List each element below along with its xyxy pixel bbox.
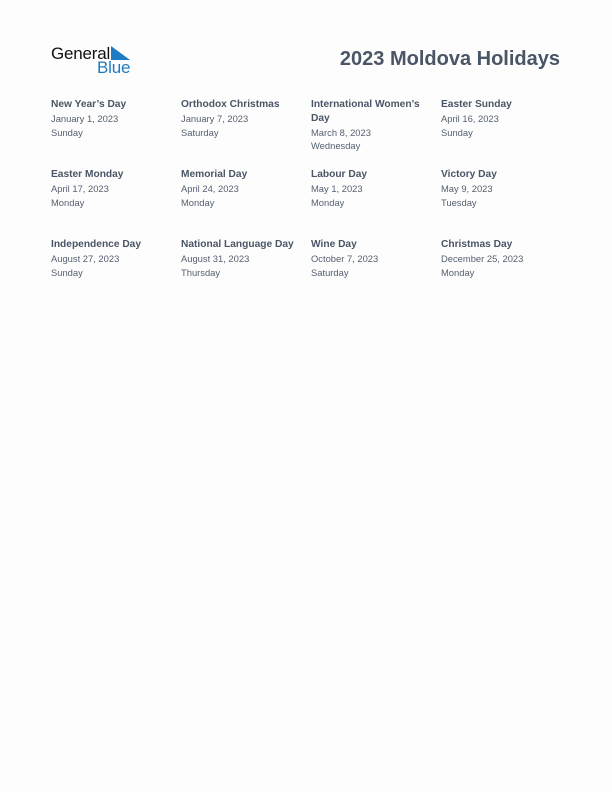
- holiday-entry: [441, 98, 563, 139]
- holiday-entry: [441, 168, 563, 209]
- holiday-name: Easter Monday: [51, 169, 124, 180]
- holiday-date: August 27, 2023: [51, 252, 120, 264]
- holiday-weekday: Sunday: [51, 266, 83, 278]
- holiday-date: December 25, 2023: [441, 252, 524, 264]
- holiday-weekday: Monday: [181, 196, 215, 208]
- holiday-date: October 7, 2023: [311, 252, 379, 264]
- logo-word-blue: Blue: [97, 58, 131, 77]
- page-title: 2023 Moldova Holidays: [339, 48, 560, 70]
- holiday-weekday: Thursday: [181, 266, 221, 278]
- holiday-date: January 1, 2023: [51, 112, 119, 124]
- holiday-weekday: Monday: [311, 196, 345, 208]
- holiday-name: Wine Day: [311, 239, 357, 250]
- holiday-entry: [441, 238, 563, 279]
- holiday-weekday: Tuesday: [441, 196, 477, 208]
- holiday-entry: [181, 168, 303, 209]
- holiday-entry: [181, 238, 303, 279]
- holiday-entry: [51, 238, 173, 279]
- holiday-name: National Language Day: [181, 239, 294, 250]
- holiday-date: May 1, 2023: [311, 182, 363, 194]
- holiday-name: New Year’s Day: [51, 99, 127, 110]
- holiday-entry: [311, 238, 433, 279]
- holiday-weekday: Sunday: [441, 126, 473, 138]
- holiday-name: International Women’s Day: [311, 99, 420, 124]
- holiday-name: Independence Day: [51, 239, 142, 250]
- holiday-name: Orthodox Christmas: [181, 99, 280, 110]
- holiday-date: April 16, 2023: [441, 112, 499, 124]
- holiday-weekday: Monday: [51, 196, 85, 208]
- holiday-name: Easter Sunday: [441, 99, 512, 110]
- holiday-date: April 17, 2023: [51, 182, 109, 194]
- holiday-name: Labour Day: [311, 169, 368, 180]
- holiday-weekday: Saturday: [311, 266, 349, 278]
- logo-word-general: General: [51, 44, 111, 63]
- holiday-date: August 31, 2023: [181, 252, 250, 264]
- generalblue-logo: [51, 42, 141, 78]
- holiday-name: Memorial Day: [181, 169, 248, 180]
- holiday-date: April 24, 2023: [181, 182, 239, 194]
- holiday-entry: [51, 168, 173, 209]
- holiday-entry: [51, 98, 173, 139]
- holiday-weekday: Monday: [441, 266, 475, 278]
- holiday-name: Christmas Day: [441, 239, 513, 250]
- holiday-entry: [181, 98, 303, 139]
- holiday-weekday: Wednesday: [311, 140, 361, 152]
- holiday-date: May 9, 2023: [441, 182, 493, 194]
- holiday-entry: [311, 168, 433, 209]
- holiday-weekday: Sunday: [51, 126, 83, 138]
- holiday-date: March 8, 2023: [311, 126, 371, 138]
- holiday-weekday: Saturday: [181, 126, 219, 138]
- holiday-date: January 7, 2023: [181, 112, 249, 124]
- holiday-name: Victory Day: [441, 169, 497, 180]
- holiday-entry: [311, 98, 433, 153]
